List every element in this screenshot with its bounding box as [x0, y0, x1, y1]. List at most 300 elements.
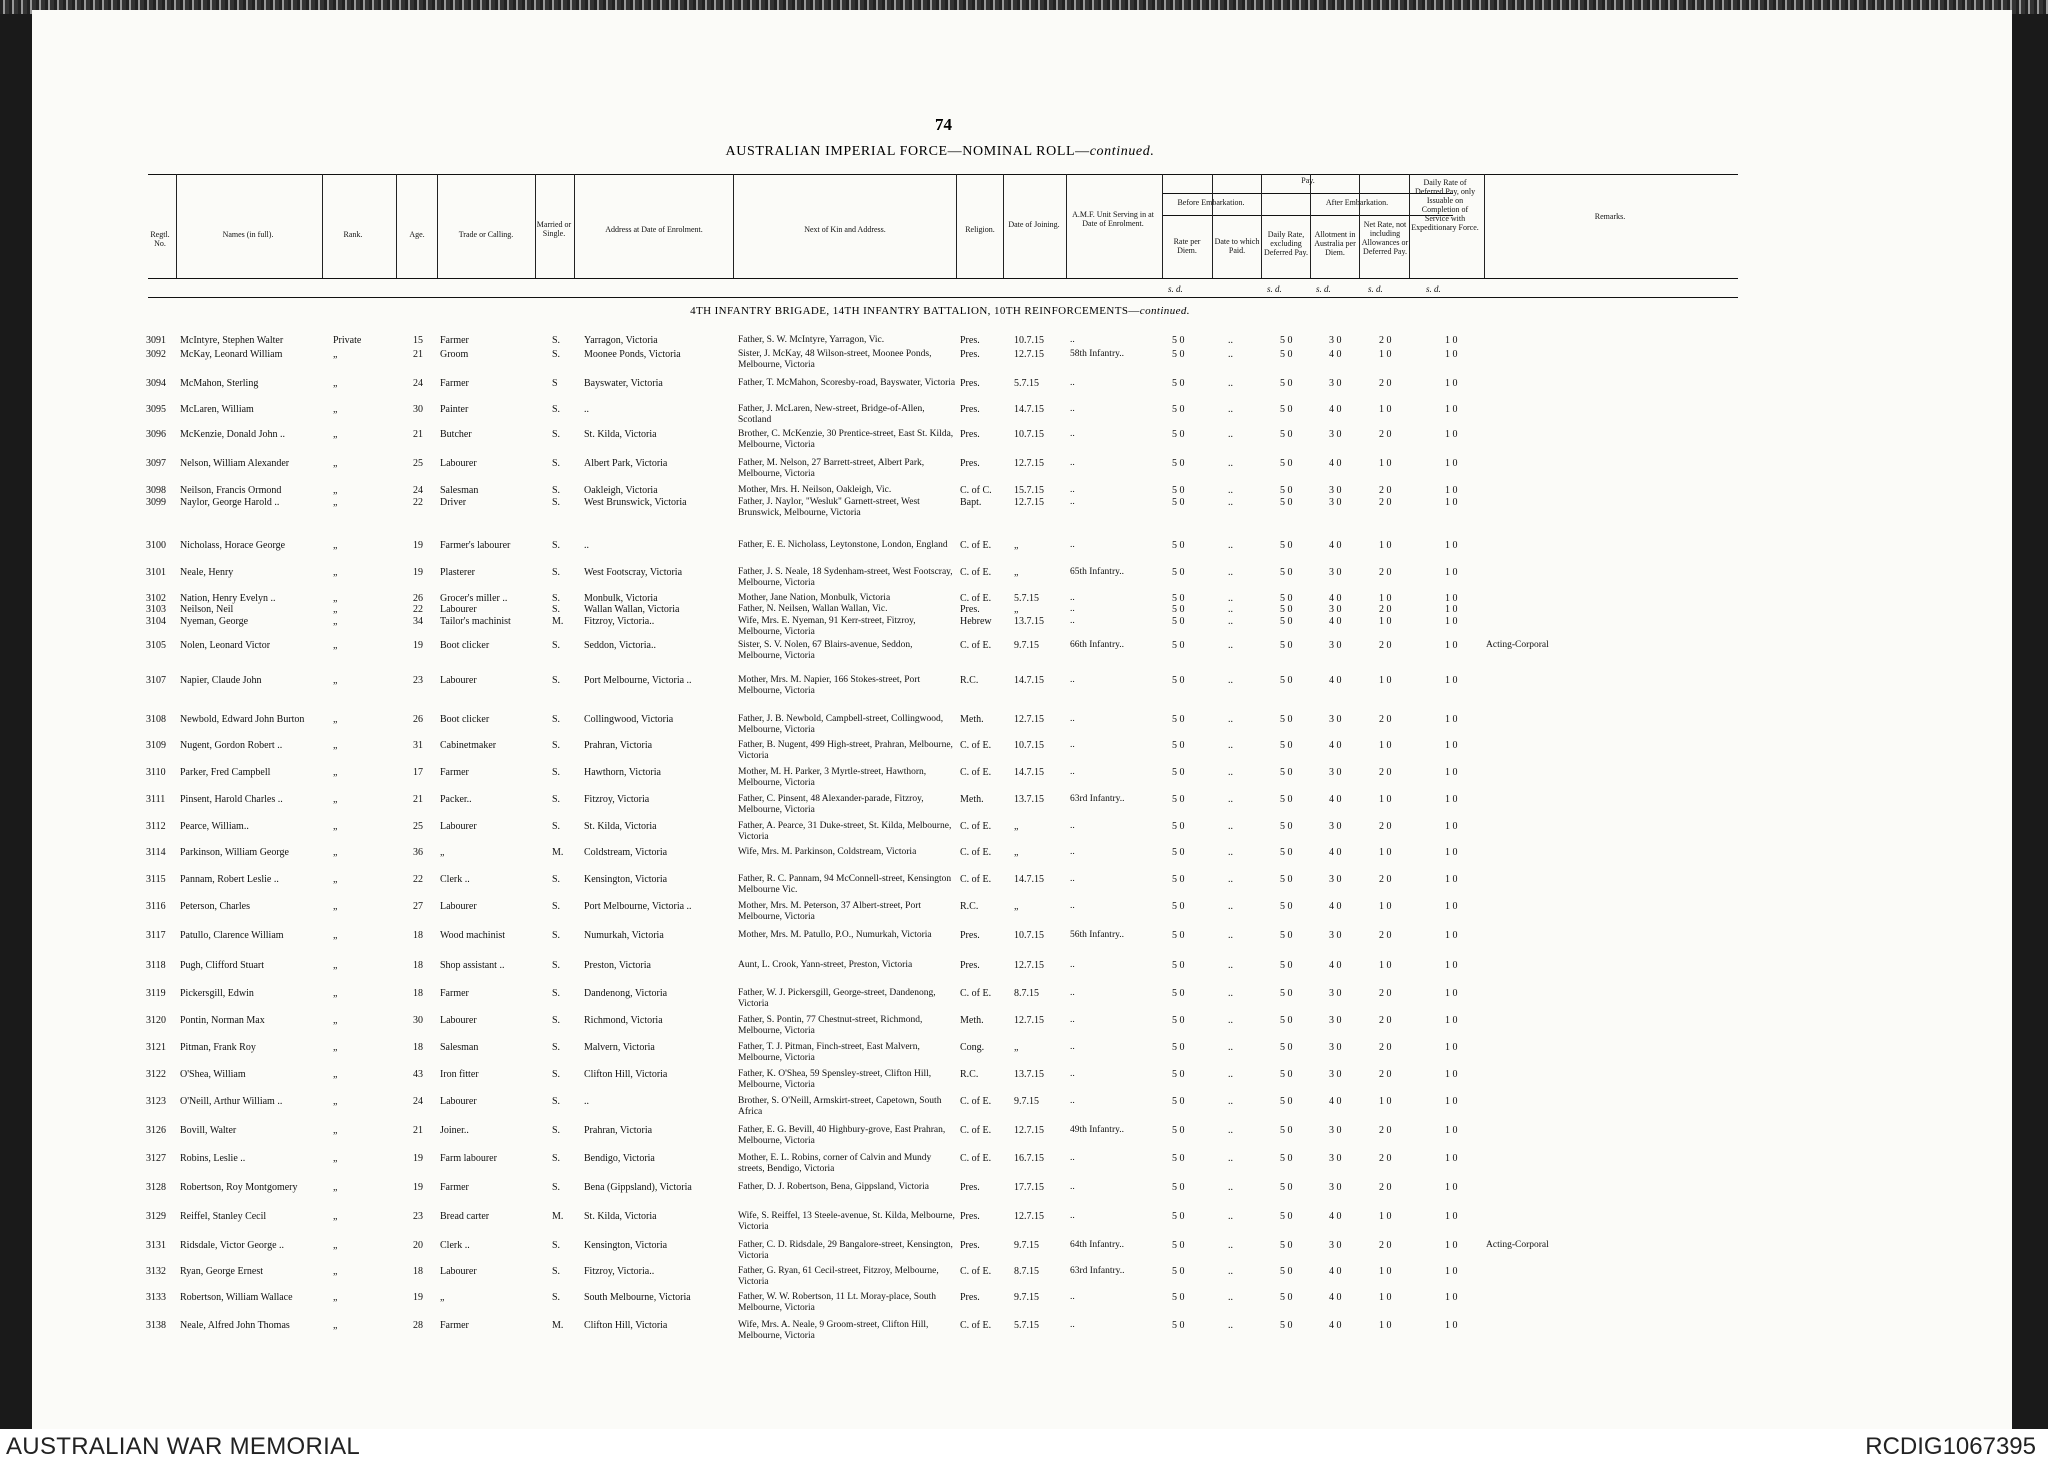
cell-allotment: 3 0 — [1329, 1153, 1342, 1164]
cell-marital-status: S. — [552, 1266, 561, 1277]
cell-marital-status: S. — [552, 640, 561, 651]
cell-date-paid: .. — [1228, 901, 1233, 912]
header-age: Age. — [409, 230, 425, 239]
cell-marital-status: S. — [552, 458, 561, 469]
cell-deferred-pay: 1 0 — [1445, 1266, 1458, 1277]
cell-address: West Footscray, Victoria — [584, 567, 683, 578]
cell-deferred-pay: 1 0 — [1445, 794, 1458, 805]
cell-rank: „ — [333, 1153, 338, 1164]
cell-rank: „ — [333, 930, 338, 941]
cell-date-paid: .. — [1228, 874, 1233, 885]
cell-allotment: 3 0 — [1329, 821, 1342, 832]
cell-trade: Groom — [440, 349, 469, 360]
cell-marital-status: S. — [552, 1069, 561, 1080]
cell-address: South Melbourne, Victoria — [584, 1292, 691, 1303]
cell-rank: „ — [333, 485, 338, 496]
cell-trade: Labourer — [440, 604, 477, 615]
cell-date-paid: .. — [1228, 604, 1233, 615]
cell-daily-rate: 5 0 — [1280, 616, 1293, 627]
cell-trade: Labourer — [440, 901, 477, 912]
cell-next-of-kin: Wife, Mrs. E. Nyeman, 91 Kerr-street, Fitzroy, Melbourne, Victoria — [738, 616, 916, 637]
cell-age: 30 — [413, 404, 423, 415]
cell-net-rate: 2 0 — [1379, 485, 1392, 496]
cell-regtl-no: 3117 — [146, 930, 166, 941]
cell-address: Coldstream, Victoria — [584, 847, 668, 858]
cell-daily-rate: 5 0 — [1280, 378, 1293, 389]
cell-rank: „ — [333, 1069, 338, 1080]
cell-next-of-kin: Father, J. Naylor, "Wesluk" Garnett-street, West Brunswick, Melbourne, Victoria — [738, 497, 920, 518]
cell-religion: Meth. — [960, 714, 984, 725]
header-date-joining: Date of Joining. — [1008, 220, 1060, 229]
cell-rate-per-diem: 5 0 — [1172, 1292, 1185, 1303]
cell-next-of-kin: Wife, Mrs. M. Parkinson, Coldstream, Victoria — [738, 847, 917, 857]
cell-date-joining: 9.7.15 — [1014, 1292, 1039, 1303]
header-regtl-no: Regtl. No. — [150, 230, 170, 248]
cell-deferred-pay: 1 0 — [1445, 714, 1458, 725]
cell-regtl-no: 3101 — [146, 567, 166, 578]
cell-date-paid: .. — [1228, 1153, 1233, 1164]
cell-deferred-pay: 1 0 — [1445, 604, 1458, 615]
cell-net-rate: 2 0 — [1379, 1069, 1392, 1080]
cell-next-of-kin: Brother, C. McKenzie, 30 Prentice-street, East St. Kilda, Melbourne, Victoria — [738, 429, 954, 450]
cell-net-rate: 2 0 — [1379, 429, 1392, 440]
cell-next-of-kin: Father, M. Nelson, 27 Barrett-street, Albert Park, Melbourne, Victoria — [738, 458, 925, 479]
cell-amf-unit: .. — [1070, 874, 1075, 884]
cell-date-paid: .. — [1228, 497, 1233, 508]
cell-age: 28 — [413, 1320, 423, 1331]
cell-date-paid: .. — [1228, 404, 1233, 415]
column-divider — [1484, 174, 1485, 278]
cell-date-joining: 10.7.15 — [1014, 335, 1044, 346]
table-row — [0, 1182, 1880, 1206]
cell-rate-per-diem: 5 0 — [1172, 1211, 1185, 1222]
cell-name: Reiffel, Stanley Cecil — [180, 1211, 267, 1222]
cell-trade: Packer.. — [440, 794, 472, 805]
table-row — [0, 847, 1880, 871]
cell-trade: Plasterer — [440, 567, 475, 578]
cell-daily-rate: 5 0 — [1280, 567, 1293, 578]
cell-rank: „ — [333, 1015, 338, 1026]
cell-allotment: 4 0 — [1329, 960, 1342, 971]
cell-age: 22 — [413, 497, 423, 508]
cell-amf-unit: .. — [1070, 1320, 1075, 1330]
cell-date-paid: .. — [1228, 1096, 1233, 1107]
cell-date-joining: 12.7.15 — [1014, 714, 1044, 725]
cell-name: Neale, Alfred John Thomas — [180, 1320, 290, 1331]
cell-religion: R.C. — [960, 1069, 979, 1080]
cell-name: Neilson, Neil — [180, 604, 234, 615]
cell-religion: R.C. — [960, 901, 979, 912]
cell-trade: Labourer — [440, 1266, 477, 1277]
cell-deferred-pay: 1 0 — [1445, 497, 1458, 508]
cell-date-paid: .. — [1228, 429, 1233, 440]
cell-rate-per-diem: 5 0 — [1172, 604, 1185, 615]
cell-next-of-kin: Mother, Mrs. M. Peterson, 37 Albert-street, Port Melbourne, Victoria — [738, 901, 922, 922]
cell-daily-rate: 5 0 — [1280, 1182, 1293, 1193]
table-row — [0, 1096, 1880, 1120]
cell-rank: „ — [333, 497, 338, 508]
cell-next-of-kin: Father, W. J. Pickersgill, George-street, Dandenong, Victoria — [738, 988, 936, 1009]
column-divider — [1162, 174, 1163, 278]
cell-allotment: 3 0 — [1329, 567, 1342, 578]
cell-name: Pitman, Frank Roy — [180, 1042, 256, 1053]
header-address: Address at Date of Enrolment. — [605, 225, 703, 234]
cell-marital-status: S. — [552, 1240, 561, 1251]
cell-deferred-pay: 1 0 — [1445, 567, 1458, 578]
cell-next-of-kin: Father, T. J. Pitman, Finch-street, East Malvern, Melbourne, Victoria — [738, 1042, 920, 1063]
cell-religion: C. of E. — [960, 1153, 992, 1164]
cell-deferred-pay: 1 0 — [1445, 988, 1458, 999]
cell-date-paid: .. — [1228, 930, 1233, 941]
cell-age: 21 — [413, 794, 423, 805]
cell-trade: Labourer — [440, 1096, 477, 1107]
cell-amf-unit: 63rd Infantry.. — [1070, 794, 1125, 804]
cell-religion: R.C. — [960, 675, 979, 686]
cell-name: Pugh, Clifford Stuart — [180, 960, 264, 971]
cell-rank: „ — [333, 901, 338, 912]
cell-marital-status: S. — [552, 1153, 561, 1164]
cell-rate-per-diem: 5 0 — [1172, 485, 1185, 496]
cell-net-rate: 1 0 — [1379, 349, 1392, 360]
cell-deferred-pay: 1 0 — [1445, 349, 1458, 360]
cell-amf-unit: .. — [1070, 429, 1075, 439]
header-trade: Trade or Calling. — [458, 230, 514, 239]
cell-religion: C. of E. — [960, 640, 992, 651]
cell-net-rate: 1 0 — [1379, 593, 1392, 604]
cell-net-rate: 1 0 — [1379, 740, 1392, 751]
cell-allotment: 4 0 — [1329, 847, 1342, 858]
cell-rate-per-diem: 5 0 — [1172, 404, 1185, 415]
cell-address: Yarragon, Victoria — [584, 335, 658, 346]
cell-deferred-pay: 1 0 — [1445, 429, 1458, 440]
cell-rate-per-diem: 5 0 — [1172, 335, 1185, 346]
cell-amf-unit: .. — [1070, 458, 1075, 468]
header-married: Married or Single. — [536, 220, 572, 238]
cell-daily-rate: 5 0 — [1280, 1069, 1293, 1080]
cell-address: Albert Park, Victoria — [584, 458, 668, 469]
cell-rank: „ — [333, 847, 338, 858]
cell-daily-rate: 5 0 — [1280, 429, 1293, 440]
cell-address: Seddon, Victoria.. — [584, 640, 656, 651]
table-row — [0, 640, 1880, 664]
cell-next-of-kin: Father, E. G. Bevill, 40 Highbury-grove, East Prahran, Melbourne, Victoria — [738, 1125, 946, 1146]
cell-next-of-kin: Mother, M. H. Parker, 3 Myrtle-street, Hawthorn, Melbourne, Victoria — [738, 767, 927, 788]
cell-age: 21 — [413, 1125, 423, 1136]
cell-next-of-kin: Father, E. E. Nicholass, Leytonstone, London, England — [738, 540, 948, 550]
cell-age: 15 — [413, 335, 423, 346]
cell-name: Parkinson, William George — [180, 847, 289, 858]
cell-name: McLaren, William — [180, 404, 254, 415]
cell-daily-rate: 5 0 — [1280, 497, 1293, 508]
cell-daily-rate: 5 0 — [1280, 767, 1293, 778]
cell-date-paid: .. — [1228, 1125, 1233, 1136]
cell-deferred-pay: 1 0 — [1445, 335, 1458, 346]
cell-rank: „ — [333, 640, 338, 651]
cell-allotment: 3 0 — [1329, 378, 1342, 389]
cell-rank: „ — [333, 593, 338, 604]
cell-address: Numurkah, Victoria — [584, 930, 664, 941]
cell-regtl-no: 3138 — [146, 1320, 166, 1331]
section-title: 4TH INFANTRY BRIGADE, 14TH INFANTRY BATTALION, 10TH REINFORCEMENTS—continued. — [690, 305, 1190, 317]
table-row — [0, 1153, 1880, 1177]
cell-date-paid: .. — [1228, 485, 1233, 496]
cell-allotment: 3 0 — [1329, 1042, 1342, 1053]
cell-amf-unit: 56th Infantry.. — [1070, 930, 1124, 940]
cell-next-of-kin: Father, S. W. McIntyre, Yarragon, Vic. — [738, 335, 885, 345]
cell-name: Robertson, Roy Montgomery — [180, 1182, 298, 1193]
cell-daily-rate: 5 0 — [1280, 485, 1293, 496]
cell-rate-per-diem: 5 0 — [1172, 1266, 1185, 1277]
cell-deferred-pay: 1 0 — [1445, 640, 1458, 651]
cell-next-of-kin: Father, C. D. Ridsdale, 29 Bangalore-street, Kensington, Victoria — [738, 1240, 953, 1261]
cell-rank: „ — [333, 740, 338, 751]
cell-date-paid: .. — [1228, 567, 1233, 578]
cell-amf-unit: .. — [1070, 847, 1075, 857]
cell-date-joining: 12.7.15 — [1014, 960, 1044, 971]
cell-address: Bendigo, Victoria — [584, 1153, 655, 1164]
cell-daily-rate: 5 0 — [1280, 1320, 1293, 1331]
cell-address: .. — [584, 404, 589, 415]
cell-deferred-pay: 1 0 — [1445, 1015, 1458, 1026]
cell-marital-status: S. — [552, 1292, 561, 1303]
cell-trade: „ — [440, 847, 445, 858]
cell-regtl-no: 3107 — [146, 675, 166, 686]
cell-name: Peterson, Charles — [180, 901, 250, 912]
cell-religion: Pres. — [960, 604, 980, 615]
cell-rate-per-diem: 5 0 — [1172, 458, 1185, 469]
cell-marital-status: S. — [552, 429, 561, 440]
cell-rank: „ — [333, 1182, 338, 1193]
cell-allotment: 3 0 — [1329, 640, 1342, 651]
cell-deferred-pay: 1 0 — [1445, 1320, 1458, 1331]
cell-rate-per-diem: 5 0 — [1172, 930, 1185, 941]
cell-next-of-kin: Sister, S. V. Nolen, 67 Blairs-avenue, Seddon, Melbourne, Victoria — [738, 640, 913, 661]
cell-trade: Labourer — [440, 675, 477, 686]
cell-net-rate: 2 0 — [1379, 567, 1392, 578]
table-row — [0, 497, 1880, 521]
cell-net-rate: 2 0 — [1379, 821, 1392, 832]
cell-marital-status: S. — [552, 485, 561, 496]
cell-rate-per-diem: 5 0 — [1172, 1015, 1185, 1026]
cell-rate-per-diem: 5 0 — [1172, 1240, 1185, 1251]
cell-net-rate: 2 0 — [1379, 988, 1392, 999]
cell-net-rate: 2 0 — [1379, 640, 1392, 651]
cell-deferred-pay: 1 0 — [1445, 593, 1458, 604]
cell-age: 21 — [413, 349, 423, 360]
cell-deferred-pay: 1 0 — [1445, 378, 1458, 389]
cell-amf-unit: .. — [1070, 593, 1075, 603]
cell-daily-rate: 5 0 — [1280, 794, 1293, 805]
cell-name: Newbold, Edward John Burton — [180, 714, 305, 725]
table-row — [0, 567, 1880, 591]
cell-religion: Pres. — [960, 1240, 980, 1251]
cell-trade: Farmer's labourer — [440, 540, 511, 551]
cell-name: Patullo, Clarence William — [180, 930, 284, 941]
column-divider — [1261, 174, 1262, 278]
cell-trade: Grocer's miller .. — [440, 593, 508, 604]
cell-age: 19 — [413, 1182, 423, 1193]
cell-marital-status: S. — [552, 740, 561, 751]
cell-marital-status: S — [552, 378, 558, 389]
cell-trade: Farmer — [440, 335, 469, 346]
table-row — [0, 988, 1880, 1012]
cell-religion: C. of E. — [960, 1096, 992, 1107]
cell-allotment: 3 0 — [1329, 1182, 1342, 1193]
cell-age: 36 — [413, 847, 423, 858]
cell-date-paid: .. — [1228, 349, 1233, 360]
cell-rank: „ — [333, 616, 338, 627]
cell-rate-per-diem: 5 0 — [1172, 567, 1185, 578]
header-rank: Rank. — [343, 230, 363, 239]
cell-regtl-no: 3100 — [146, 540, 166, 551]
cell-deferred-pay: 1 0 — [1445, 874, 1458, 885]
cell-marital-status: S. — [552, 767, 561, 778]
cell-date-paid: .. — [1228, 740, 1233, 751]
cell-date-paid: .. — [1228, 1292, 1233, 1303]
cell-next-of-kin: Father, W. W. Robertson, 11 Lt. Moray-place, South Melbourne, Victoria — [738, 1292, 936, 1313]
cell-trade: Shop assistant .. — [440, 960, 505, 971]
cell-religion: Pres. — [960, 960, 980, 971]
cell-amf-unit: .. — [1070, 1069, 1075, 1079]
header-net-rate: Net Rate, not including Allowances or Deferred Pay. — [1361, 220, 1409, 256]
cell-rank: „ — [333, 1042, 338, 1053]
cell-next-of-kin: Father, S. Pontin, 77 Chestnut-street, Richmond, Melbourne, Victoria — [738, 1015, 923, 1036]
cell-net-rate: 1 0 — [1379, 1292, 1392, 1303]
cell-deferred-pay: 1 0 — [1445, 1211, 1458, 1222]
cell-trade: Boot clicker — [440, 714, 490, 725]
cell-net-rate: 1 0 — [1379, 1266, 1392, 1277]
cell-amf-unit: 64th Infantry.. — [1070, 1240, 1124, 1250]
header-amf-unit: A.M.F. Unit Serving in at Date of Enrolment. — [1072, 210, 1154, 228]
cell-religion: C. of E. — [960, 593, 992, 604]
unit-row-rule — [148, 297, 1738, 298]
cell-regtl-no: 3133 — [146, 1292, 166, 1303]
cell-date-paid: .. — [1228, 821, 1233, 832]
cell-date-joining: 5.7.15 — [1014, 378, 1039, 389]
cell-marital-status: S. — [552, 1042, 561, 1053]
cell-allotment: 3 0 — [1329, 485, 1342, 496]
cell-rate-per-diem: 5 0 — [1172, 794, 1185, 805]
cell-allotment: 4 0 — [1329, 1096, 1342, 1107]
cell-amf-unit: .. — [1070, 1096, 1075, 1106]
cell-name: Ridsdale, Victor George .. — [180, 1240, 285, 1251]
cell-regtl-no: 3121 — [146, 1042, 166, 1053]
cell-date-joining: 5.7.15 — [1014, 593, 1039, 604]
cell-address: West Brunswick, Victoria — [584, 497, 687, 508]
cell-date-joining: 12.7.15 — [1014, 1125, 1044, 1136]
column-divider — [956, 174, 957, 278]
cell-trade: Clerk .. — [440, 1240, 470, 1251]
cell-net-rate: 1 0 — [1379, 847, 1392, 858]
header-next-of-kin: Next of Kin and Address. — [804, 225, 886, 234]
cell-date-joining: 17.7.15 — [1014, 1182, 1044, 1193]
cell-age: 19 — [413, 1292, 423, 1303]
cell-address: Monbulk, Victoria — [584, 593, 658, 604]
cell-next-of-kin: Aunt, L. Crook, Yann-street, Preston, Victoria — [738, 960, 913, 970]
cell-net-rate: 1 0 — [1379, 1211, 1392, 1222]
cell-deferred-pay: 1 0 — [1445, 901, 1458, 912]
cell-net-rate: 1 0 — [1379, 901, 1392, 912]
table-row — [0, 767, 1880, 791]
cell-date-paid: .. — [1228, 847, 1233, 858]
cell-name: Bovill, Walter — [180, 1125, 237, 1136]
cell-regtl-no: 3112 — [146, 821, 166, 832]
cell-amf-unit: .. — [1070, 497, 1075, 507]
cell-amf-unit: .. — [1070, 1211, 1075, 1221]
cell-date-paid: .. — [1228, 616, 1233, 627]
cell-daily-rate: 5 0 — [1280, 1292, 1293, 1303]
cell-rate-per-diem: 5 0 — [1172, 675, 1185, 686]
cell-regtl-no: 3127 — [146, 1153, 166, 1164]
cell-remarks: Acting-Corporal — [1486, 1240, 1549, 1250]
header-top-rule — [148, 174, 1738, 175]
cell-name: McKay, Leonard William — [180, 349, 283, 360]
cell-date-joining: 12.7.15 — [1014, 1211, 1044, 1222]
cell-date-joining: 14.7.15 — [1014, 675, 1044, 686]
cell-regtl-no: 3128 — [146, 1182, 166, 1193]
cell-rank: „ — [333, 1266, 338, 1277]
table-row — [0, 1320, 1880, 1344]
cell-religion: C. of E. — [960, 1125, 992, 1136]
cell-address: Kensington, Victoria — [584, 1240, 668, 1251]
header-after-embarkation: After Embarkation. — [1325, 198, 1389, 207]
cell-address: Dandenong, Victoria — [584, 988, 668, 999]
cell-date-joining: „ — [1014, 567, 1019, 578]
table-row — [0, 675, 1880, 699]
cell-age: 25 — [413, 458, 423, 469]
table-row — [0, 540, 1880, 564]
cell-religion: Pres. — [960, 349, 980, 360]
cell-address: Malvern, Victoria — [584, 1042, 655, 1053]
cell-age: 43 — [413, 1069, 423, 1080]
cell-next-of-kin: Father, T. McMahon, Scoresby-road, Bayswater, Victoria — [738, 378, 956, 388]
cell-date-paid: .. — [1228, 593, 1233, 604]
cell-trade: Farmer — [440, 378, 469, 389]
cell-date-joining: 10.7.15 — [1014, 930, 1044, 941]
cell-deferred-pay: 1 0 — [1445, 767, 1458, 778]
cell-deferred-pay: 1 0 — [1445, 404, 1458, 415]
cell-amf-unit: 49th Infantry.. — [1070, 1125, 1124, 1135]
cell-name: Pinsent, Harold Charles .. — [180, 794, 283, 805]
cell-marital-status: S. — [552, 335, 561, 346]
cell-regtl-no: 3116 — [146, 901, 166, 912]
cell-marital-status: S. — [552, 794, 561, 805]
cell-net-rate: 2 0 — [1379, 1182, 1392, 1193]
column-divider — [176, 174, 177, 278]
cell-name: Pearce, William.. — [180, 821, 249, 832]
cell-allotment: 3 0 — [1329, 874, 1342, 885]
cell-name: Neale, Henry — [180, 567, 234, 578]
cell-next-of-kin: Mother, E. L. Robins, corner of Calvin and Mundy streets, Bendigo, Victoria — [738, 1153, 932, 1174]
cell-name: Parker, Fred Campbell — [180, 767, 271, 778]
cell-address: Fitzroy, Victoria.. — [584, 1266, 655, 1277]
cell-allotment: 3 0 — [1329, 930, 1342, 941]
cell-name: Nelson, William Alexander — [180, 458, 290, 469]
cell-trade: Labourer — [440, 458, 477, 469]
cell-next-of-kin: Father, J. S. Neale, 18 Sydenham-street, West Footscray, Melbourne, Victoria — [738, 567, 953, 588]
cell-rate-per-diem: 5 0 — [1172, 1153, 1185, 1164]
cell-marital-status: S. — [552, 567, 561, 578]
header-bottom-rule — [148, 278, 1738, 279]
cell-allotment: 4 0 — [1329, 901, 1342, 912]
cell-date-paid: .. — [1228, 640, 1233, 651]
cell-rate-per-diem: 5 0 — [1172, 988, 1185, 999]
cell-deferred-pay: 1 0 — [1445, 616, 1458, 627]
cell-date-joining: „ — [1014, 847, 1019, 858]
cell-age: 24 — [413, 485, 423, 496]
cell-age: 21 — [413, 429, 423, 440]
cell-rank: „ — [333, 874, 338, 885]
